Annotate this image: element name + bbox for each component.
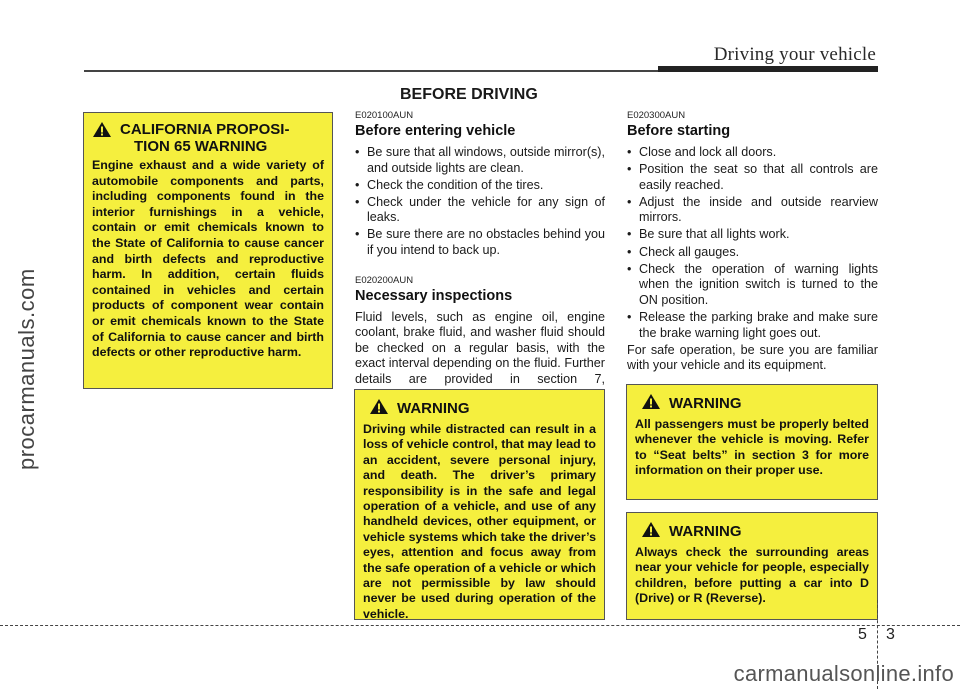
seatbelt-warning-title: WARNING: [669, 395, 742, 412]
list-item: • Release the parking brake and make sure the brake warning light goes out.: [627, 309, 878, 340]
inspections-heading: Necessary inspections: [355, 287, 513, 304]
before-entering-code: E020100AUN: [355, 110, 414, 121]
before-starting-heading: Before starting: [627, 123, 731, 139]
surroundings-warning-title: WARNING: [669, 523, 742, 540]
warning-triangle-icon: [641, 393, 661, 414]
header-bar: [658, 66, 878, 72]
warning-triangle-icon: [641, 521, 661, 542]
list-item: • Check the operation of warning lights when the ignition switch is turned to the ON position.: [627, 261, 878, 307]
seatbelt-warning-body: All passengers must be properly belted whenever the vehicle is moving. Refer to “Seat belts” in section 3 for more information on their proper use.: [635, 417, 869, 478]
list-item: • Be sure that all windows, outside mirror(s), and outside lights are clean.: [355, 145, 605, 175]
section-title: BEFORE DRIVING: [400, 86, 538, 103]
page-number: 3: [886, 626, 895, 643]
distracted-warning-title: WARNING: [397, 400, 470, 417]
seatbelt-warning-header: [641, 393, 869, 414]
distracted-warning-header: [369, 398, 596, 419]
right-column: [627, 110, 878, 374]
chapter-title: Driving your vehicle: [713, 44, 876, 65]
before-entering-heading: Before entering vehicle: [355, 123, 516, 139]
header-rule: [84, 70, 660, 72]
california-warning-body: Engine exhaust and a wide variety of automobile components and parts, including components found in the interior furnishings in a vehicle, contain or emit chemicals known to the State of California to cause cancer and birth defects and reproductive harm. In addition, certain fluids contained in vehicles and certain products of component wear contain or emit chemicals known to the State of California to cause cancer and birth defects or other reproductive harm.: [92, 158, 324, 360]
chapter-number: 5: [858, 626, 867, 643]
before-starting-code: E020300AUN: [627, 110, 686, 121]
list-item: • Check under the vehicle for any sign of leaks.: [355, 194, 605, 225]
seatbelt-warning-box: [626, 384, 878, 500]
side-watermark: procarmanuals.com: [14, 268, 39, 470]
inspections-body: Fluid levels, such as engine oil, engine coolant, brake fluid, and washer fluid should be checked on a regular basis, with the exact interval depending on the fluid. Further details are provided in section 7,: [355, 309, 605, 387]
list-item: • Be sure there are no obstacles behind you if you intend to back up.: [355, 227, 605, 258]
distracted-warning-body: Driving while distracted can result in a loss of vehicle control, that may lead to an accident, severe personal injury, and death. The driver’s primary responsibility is in the safe and legal operation of a vehicle, and use of any handheld devices, other equipment, or vehicle systems which take the driver’s eyes, attention and focus away from the safe operation of a vehicle or which are not permissible by law should never be used during operation of the vehicle.: [363, 422, 596, 621]
list-item: • Check all gauges.: [627, 244, 740, 259]
warning-triangle-icon: [92, 121, 112, 142]
surroundings-warning-header: [641, 521, 869, 542]
list-item: • Position the seat so that all controls are easily reached.: [627, 162, 878, 192]
distracted-warning-box: [354, 389, 605, 620]
before-starting-list: [627, 145, 878, 341]
california-warning-header: [92, 121, 324, 155]
footer-rule: [0, 625, 960, 626]
list-item: • Check the condition of the tires.: [355, 177, 544, 192]
middle-column: [355, 110, 605, 403]
surroundings-warning-box: [626, 512, 878, 620]
california-warning-box: [83, 112, 333, 389]
before-entering-list: [355, 145, 605, 259]
surroundings-warning-body: Always check the surrounding areas near your vehicle for people, especially children, before putting a car into D (Drive) or R (Reverse).: [635, 545, 869, 606]
list-item: • Adjust the inside and outside rearview mirrors.: [627, 194, 878, 225]
list-item: • Close and lock all doors.: [627, 145, 777, 159]
inspections-code: E020200AUN: [355, 274, 414, 286]
california-warning-title: CALIFORNIA PROPOSI- TION 65 WARNING: [120, 121, 290, 155]
before-starting-closing: For safe operation, be sure you are familiar with your vehicle and its equipment.: [627, 342, 878, 373]
bottom-watermark: carmanualsonline.info: [733, 661, 954, 686]
list-item: • Be sure that all lights work.: [627, 227, 790, 242]
warning-triangle-icon: [369, 398, 389, 419]
